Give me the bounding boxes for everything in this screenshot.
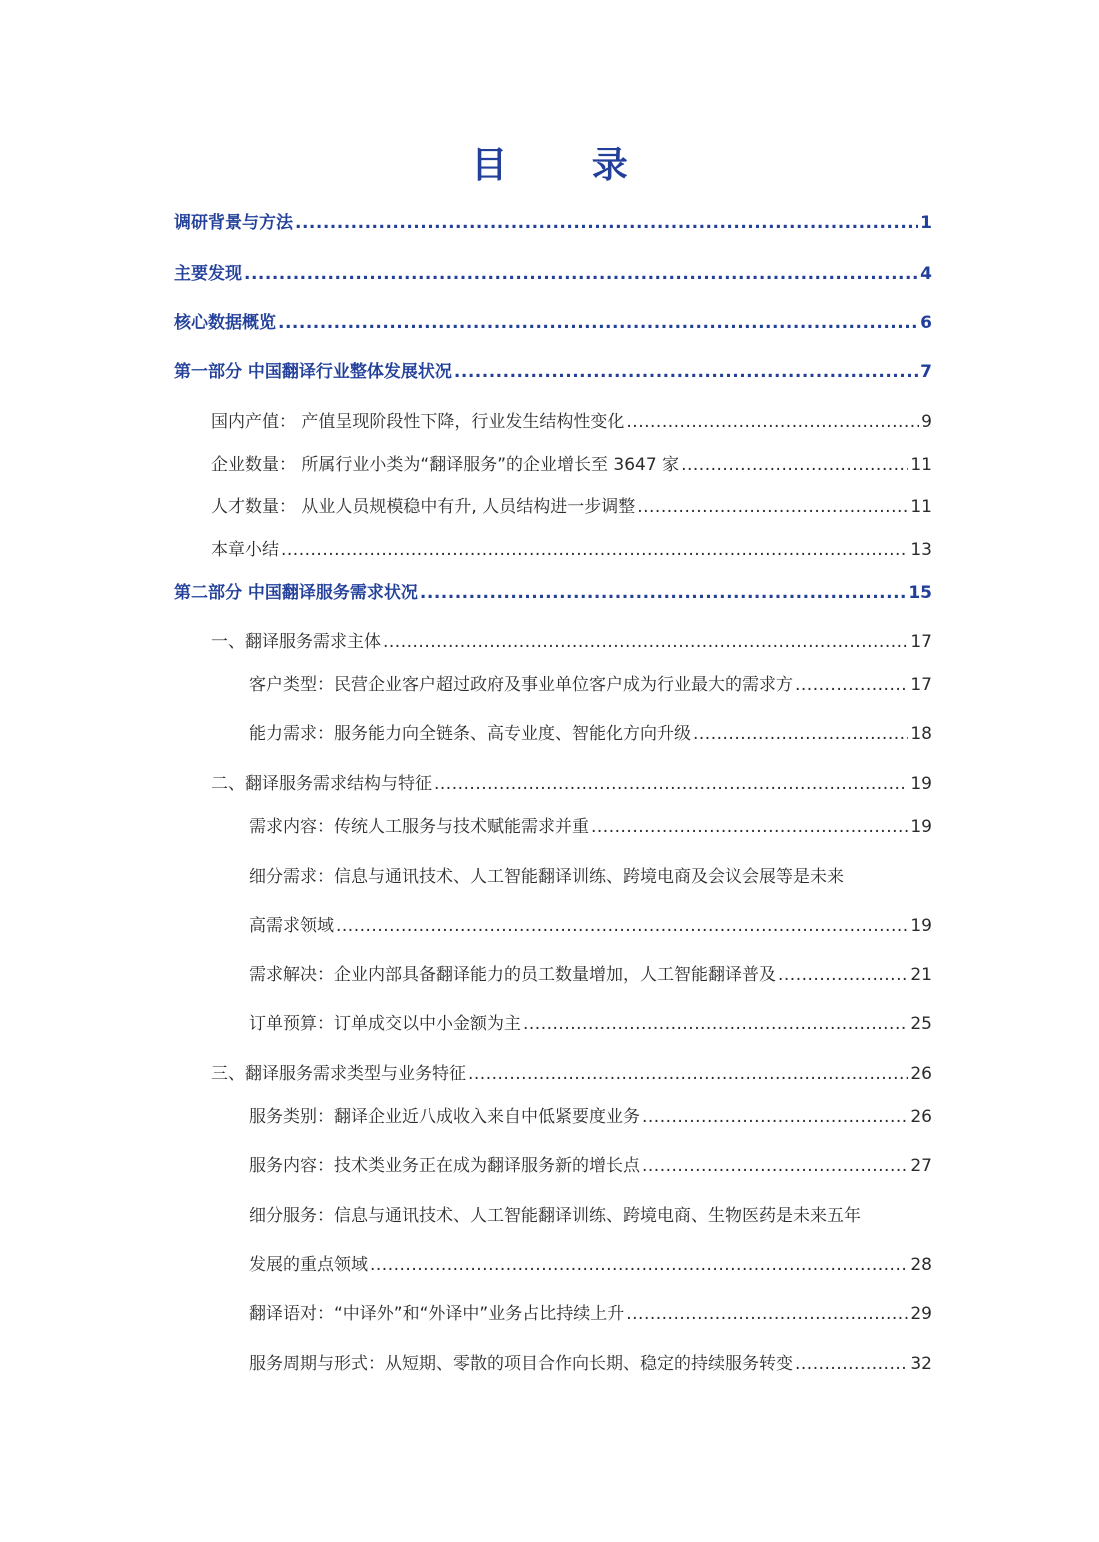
toc-entry[interactable]	[211, 535, 932, 565]
leader-dots	[420, 578, 906, 608]
leader-dots	[336, 911, 908, 941]
toc-page-number: 17	[910, 675, 932, 695]
toc-entry[interactable]	[174, 308, 932, 338]
leader-dots	[642, 1151, 908, 1181]
leader-dots	[626, 407, 919, 437]
leader-dots	[693, 719, 908, 749]
toc-entry-label-line[interactable]: 细分服务：信息与通讯技术、人工智能翻译训练、跨境电商、生物医药是未来五年	[249, 1206, 861, 1226]
toc-page-number: 25	[910, 1014, 932, 1034]
toc-entry-label: 第二部分 中国翻译服务需求状况	[174, 583, 418, 603]
toc-page-number: 21	[910, 965, 932, 985]
toc-entry[interactable]	[174, 208, 932, 238]
toc-entry[interactable]	[249, 1349, 932, 1379]
toc-entry-label: 翻译语对：“中译外”和“外译中”业务占比持续上升	[249, 1304, 625, 1324]
leader-dots	[795, 1349, 908, 1379]
toc-page-number: 13	[910, 540, 932, 560]
toc-entry-label: 订单预算：订单成交以中小金额为主	[249, 1014, 521, 1034]
toc-entry[interactable]	[211, 627, 932, 657]
leader-dots	[626, 1299, 908, 1329]
leader-dots	[278, 308, 918, 338]
toc-entry-label: 需求内容：传统人工服务与技术赋能需求并重	[249, 817, 589, 837]
toc-entry[interactable]	[211, 407, 932, 437]
toc-entry-label: 国内产值： 产值呈现阶段性下降，行业发生结构性变化	[211, 412, 625, 432]
toc-entry[interactable]	[211, 769, 932, 799]
toc-page-number: 28	[910, 1255, 932, 1275]
toc-entry-label: 企业数量： 所属行业小类为“翻译服务”的企业增长至 3647 家	[211, 455, 680, 475]
toc-entry-label: 服务周期与形式：从短期、零散的项目合作向长期、稳定的持续服务转变	[249, 1354, 793, 1374]
leader-dots	[468, 1059, 908, 1089]
toc-entry-label: 能力需求：服务能力向全链条、高专业度、智能化方向升级	[249, 724, 691, 744]
toc-entry[interactable]	[249, 812, 932, 842]
toc-page-number: 26	[910, 1064, 932, 1084]
toc-entry-label-continuation: 高需求领域	[249, 916, 334, 936]
toc-entry-label: 一、翻译服务需求主体	[211, 632, 381, 652]
toc-page-number: 32	[910, 1354, 932, 1374]
toc-entry[interactable]	[249, 670, 932, 700]
leader-dots	[591, 812, 908, 842]
toc-page-number: 1	[920, 213, 932, 233]
toc-page-number: 27	[910, 1156, 932, 1176]
toc-entry-label-continuation: 发展的重点领域	[249, 1255, 368, 1275]
toc-entry-label: 需求解决：企业内部具备翻译能力的员工数量增加，人工智能翻译普及	[249, 965, 776, 985]
toc-entry-label: 人才数量： 从业人员规模稳中有升, 人员结构进一步调整	[211, 497, 636, 517]
toc-page-number: 4	[920, 264, 932, 284]
toc-entry-label: 本章小结	[211, 540, 279, 560]
toc-page-number: 19	[910, 916, 932, 936]
toc-page-number: 7	[920, 362, 932, 382]
toc-page-number: 29	[910, 1304, 932, 1324]
leader-dots	[281, 535, 908, 565]
toc-page-number: 6	[920, 313, 932, 333]
toc-entry[interactable]	[174, 357, 932, 387]
toc-page-number: 9	[921, 412, 932, 432]
toc-entry-label: 客户类型：民营企业客户超过政府及事业单位客户成为行业最大的需求方	[249, 675, 793, 695]
toc-entry[interactable]	[249, 911, 932, 941]
toc-entry[interactable]	[174, 259, 932, 289]
leader-dots	[642, 1102, 908, 1132]
toc-entry-label: 第一部分 中国翻译行业整体发展状况	[174, 362, 452, 382]
toc-entry[interactable]	[249, 1009, 932, 1039]
toc-entry[interactable]	[211, 450, 932, 480]
toc-entry[interactable]	[249, 960, 932, 990]
toc-entry-label: 主要发现	[174, 264, 242, 284]
toc-page-number: 26	[910, 1107, 932, 1127]
toc-entry[interactable]	[249, 1299, 932, 1329]
toc-entry[interactable]	[211, 492, 932, 522]
toc-entry-label: 服务类别：翻译企业近八成收入来自中低紧要度业务	[249, 1107, 640, 1127]
toc-entry[interactable]	[249, 1151, 932, 1181]
leader-dots	[454, 357, 918, 387]
leader-dots	[637, 492, 908, 522]
toc-entry[interactable]	[249, 1102, 932, 1132]
leader-dots	[244, 259, 918, 289]
leader-dots	[778, 960, 908, 990]
toc-page-number: 18	[910, 724, 932, 744]
toc-entry[interactable]	[211, 1059, 932, 1089]
toc-page-number: 17	[910, 632, 932, 652]
leader-dots	[434, 769, 908, 799]
leader-dots	[523, 1009, 908, 1039]
leader-dots	[795, 670, 908, 700]
toc-entry-label: 二、翻译服务需求结构与特征	[211, 774, 432, 794]
toc-entry-label-line[interactable]: 细分需求：信息与通讯技术、人工智能翻译训练、跨境电商及会议会展等是未来	[249, 867, 844, 887]
toc-entry[interactable]	[174, 578, 932, 608]
toc-page-number: 15	[908, 583, 932, 603]
toc-page-number: 19	[910, 817, 932, 837]
toc-entry[interactable]	[249, 1250, 932, 1280]
toc-entry-label: 核心数据概览	[174, 313, 276, 333]
toc-entry-label: 服务内容：技术类业务正在成为翻译服务新的增长点	[249, 1156, 640, 1176]
toc-page-number: 11	[910, 455, 932, 475]
toc-entry-label: 调研背景与方法	[174, 213, 293, 233]
toc-entry[interactable]	[249, 719, 932, 749]
leader-dots	[295, 208, 918, 238]
toc-title: 目 录	[471, 145, 664, 186]
leader-dots	[681, 450, 908, 480]
toc-page-number: 11	[910, 497, 932, 517]
leader-dots	[383, 627, 908, 657]
toc-entry-label: 三、翻译服务需求类型与业务特征	[211, 1064, 466, 1084]
leader-dots	[370, 1250, 908, 1280]
toc-page-number: 19	[910, 774, 932, 794]
